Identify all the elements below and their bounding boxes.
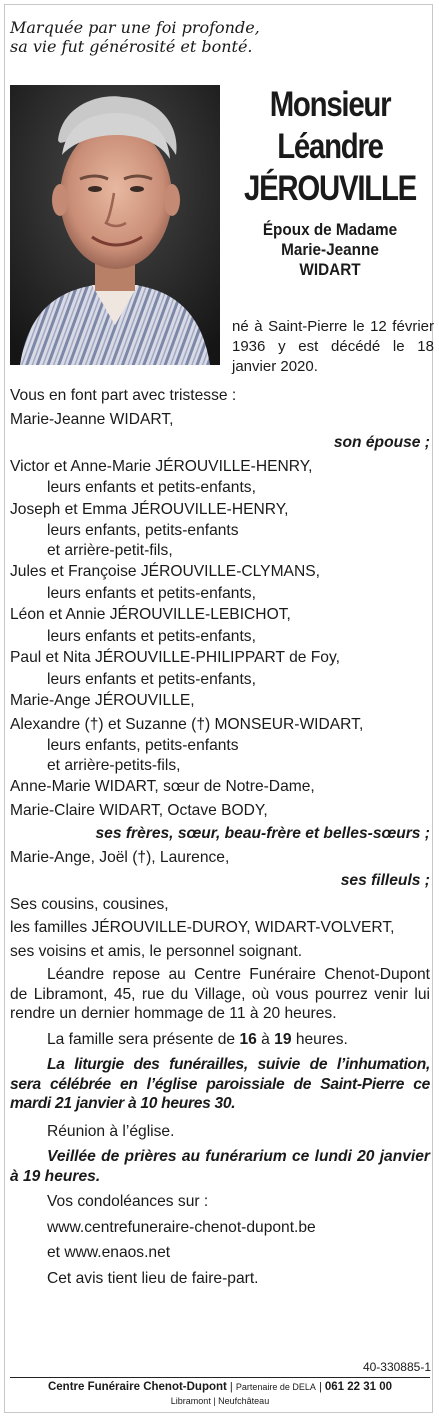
family-line: Ses cousins, cousines, [10,895,169,913]
family-line: Léon et Annie JÉROUVILLE-LEBICHOT, [10,606,291,623]
epitaph-line: Marquée par une foi profonde, [10,18,260,37]
family-line: Marie-Claire WIDART, Octave BODY, [10,801,268,819]
spouse-line: Marie-Jeanne [281,240,379,259]
website-link-2[interactable]: et www.enaos.net [47,1244,171,1261]
family-subline: leurs enfants et petits-enfants, [47,670,256,688]
presence-text: à [256,1030,275,1048]
separator: | [226,1381,236,1393]
birth-death-text: né à Saint-Pierre le 12 février 1936 y est décédé le 18 janvier 2020. [232,318,434,375]
liturgy-paragraph: La liturgie des funérailles, suivie de l’inhumation, sera célébrée en l’église paroissiale de Saint-Pierre ce mardi 21 janvier à 10 heures 30. [10,1056,430,1112]
family-subline: leurs enfants et petits-enfants, [47,627,256,645]
separator: | [315,1381,325,1393]
family-subline: leurs enfants, petits-enfants [47,522,239,539]
footer-locations [10,1394,430,1408]
presence-start-hour: 16 [239,1030,257,1048]
presence-text: heures. [291,1030,348,1048]
family-line: Marie-Ange, Joël (†), Laurence, [10,848,230,866]
family-subline: leurs enfants et petits-enfants, [47,584,256,602]
epitaph-line: sa vie fut générosité et bonté. [10,37,253,56]
website-link[interactable]: www.centrefuneraire-chenot-dupont.be [47,1218,316,1236]
company-name: Centre Funéraire Chenot-Dupont [47,1381,227,1393]
family-line: ses voisins et amis, le personnel soignant. [10,942,303,960]
family-presence [10,1030,430,1050]
family-line: Jules et Françoise JÉROUVILLE-CLYMANS, [10,563,320,580]
spouse-line: Époux de Madame [262,220,398,239]
vigil-paragraph: Veillée de prières au funérarium ce lundi 20 janvier à 19 heures. [10,1148,430,1185]
epitaph [10,18,430,56]
condolences-line: Vos condoléances sur : [47,1193,209,1210]
phone-number: 061 22 31 00 [324,1381,393,1393]
relation-label: ses filleuls ; [340,872,430,889]
locations-text: Libramont | Neufchâteau [170,1396,270,1406]
repose-paragraph: Léandre repose au Centre Funéraire Chenot-Dupont de Libramont, 45, rue du Village, où vous pourrez venir lui rendre un dernier hommage de 11 à 20 heures. [10,966,430,1022]
meeting-line: Réunion à l’église. [47,1122,175,1140]
spouse-line: WIDART [299,260,361,279]
presence-text: La famille sera présente de [47,1030,240,1048]
deceased-title: Monsieur [269,85,391,124]
portrait-image [10,85,220,365]
relation-label: son épouse ; [333,434,430,451]
family-subline: leurs enfants, petits-enfants [47,737,239,754]
relation-label: ses frères, sœur, beau-frère et belles-sœurs ; [95,825,430,842]
family-line: Joseph et Emma JÉROUVILLE-HENRY, [10,500,289,518]
family-line: Paul et Nita JÉROUVILLE-PHILIPPART de Foy, [10,649,340,666]
family-line: Marie-Jeanne WIDART, [10,410,174,428]
family-subline: et arrière-petits-fils, [47,756,181,774]
partner-text: Partenaire de DELA [235,1382,316,1392]
deceased-heading [226,84,434,280]
notice-line: Cet avis tient lieu de faire-part. [47,1269,259,1287]
family-line: Anne-Marie WIDART, sœur de Notre-Dame, [10,778,315,795]
family-line: les familles JÉROUVILLE-DUROY, WIDART-VOLVERT, [10,919,395,936]
portrait-photo [10,85,220,365]
footer-divider [10,1377,430,1378]
family-subline: leurs enfants et petits-enfants, [47,479,256,496]
footer-main [10,1380,430,1394]
family-line: Victor et Anne-Marie JÉROUVILLE-HENRY, [10,457,313,475]
announcement-body [10,384,430,1288]
footer [10,1380,430,1408]
deceased-last-name: JÉROUVILLE [243,169,416,208]
deceased-first-name: Léandre [277,127,383,166]
spouse-info [236,220,423,280]
family-line: Alexandre (†) et Suzanne (†) MONSEUR-WIDART, [10,715,364,733]
family-line: Marie-Ange JÉROUVILLE, [10,692,195,709]
family-subline: et arrière-petit-fils, [47,541,173,559]
reference-number: 40-330885-1 [362,1360,431,1374]
intro-line: Vous en font part avec tristesse : [10,387,237,404]
presence-end-hour: 19 [274,1030,292,1048]
